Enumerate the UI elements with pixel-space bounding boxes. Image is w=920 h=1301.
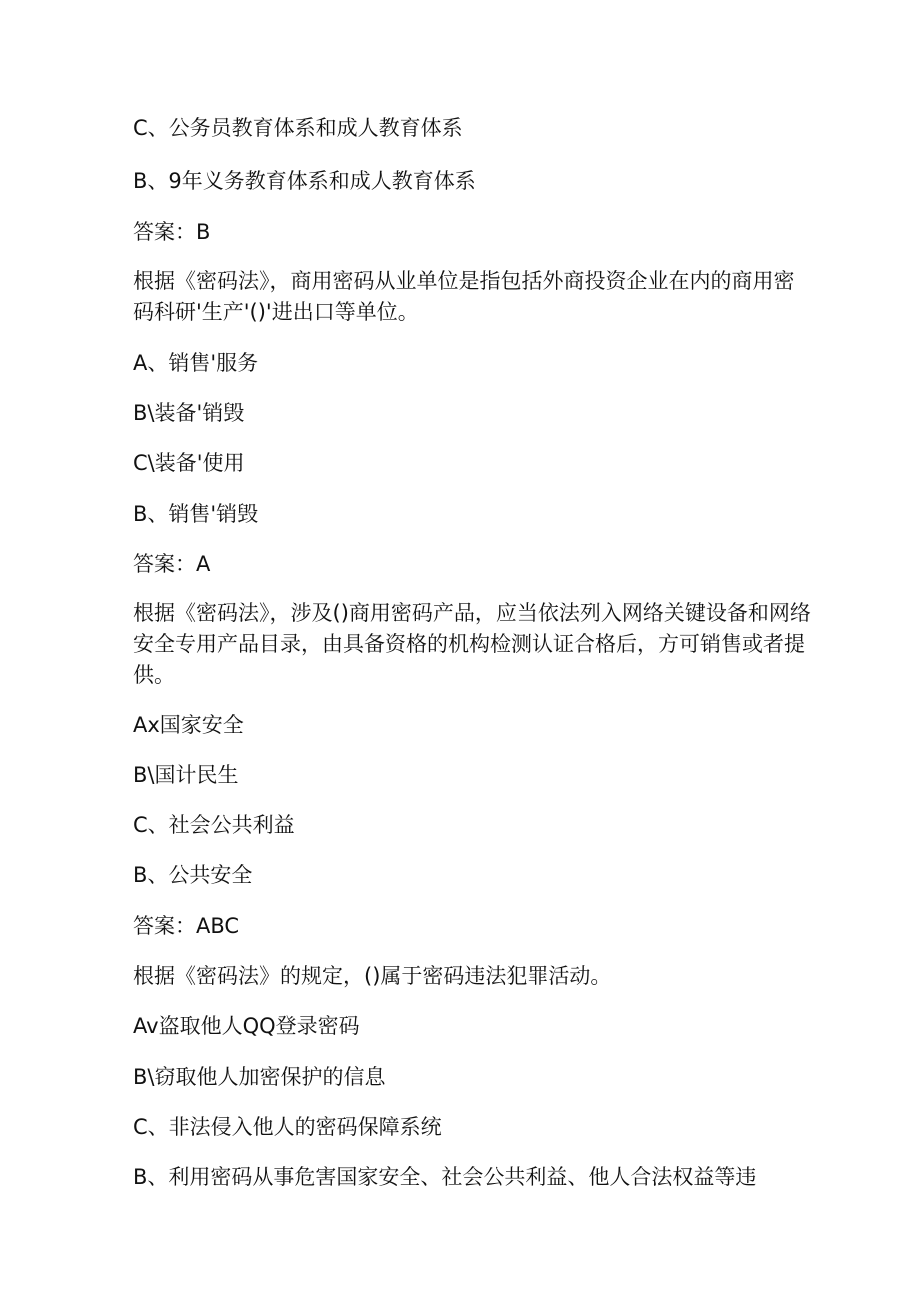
- option-d-text: B、公共安全: [133, 863, 253, 887]
- option-b-text: B\装备'销毁: [133, 401, 245, 425]
- option-c-text: C、公务员教育体系和成人教育体系: [133, 116, 463, 140]
- option-b-text: B\国计民生: [133, 763, 239, 787]
- option-a-text: Ax国家安全: [133, 713, 244, 737]
- option-b-text: B\窃取他人加密保护的信息: [133, 1065, 386, 1089]
- option-d-text: B、销售'销毁: [133, 502, 259, 526]
- option-b-text: B、9年义务教育体系和成人教育体系: [133, 169, 476, 193]
- option-a-text: Av盗取他人QQ登录密码: [133, 1014, 360, 1038]
- option-c-text: C\装备'使用: [133, 451, 245, 475]
- option-d-text: B、利用密码从事危害国家安全、社会公共利益、他人合法权益等违: [133, 1165, 757, 1189]
- option-a-text: A、销售'服务: [133, 351, 259, 375]
- question-text: 根据《密码法》，商用密码从业单位是指包括外商投资企业在内的商用密码科研'生产'()'进出口等单位。: [133, 269, 795, 324]
- option-c-text: C、社会公共利益: [133, 813, 295, 837]
- answer-text: 答案：ABC: [133, 914, 240, 938]
- question-text: 根据《密码法》，涉及()商用密码产品，应当依法列入网络关键设备和网络安全专用产品目录，由具备资格的机构检测认证合格后，方可销售或者提供。: [133, 601, 811, 687]
- answer-text: 答案：B: [133, 220, 211, 244]
- question-text: 根据《密码法》的规定，()属于密码违法犯罪活动。: [133, 964, 612, 988]
- option-c-text: C、非法侵入他人的密码保障系统: [133, 1115, 442, 1139]
- answer-text: 答案：A: [133, 552, 211, 576]
